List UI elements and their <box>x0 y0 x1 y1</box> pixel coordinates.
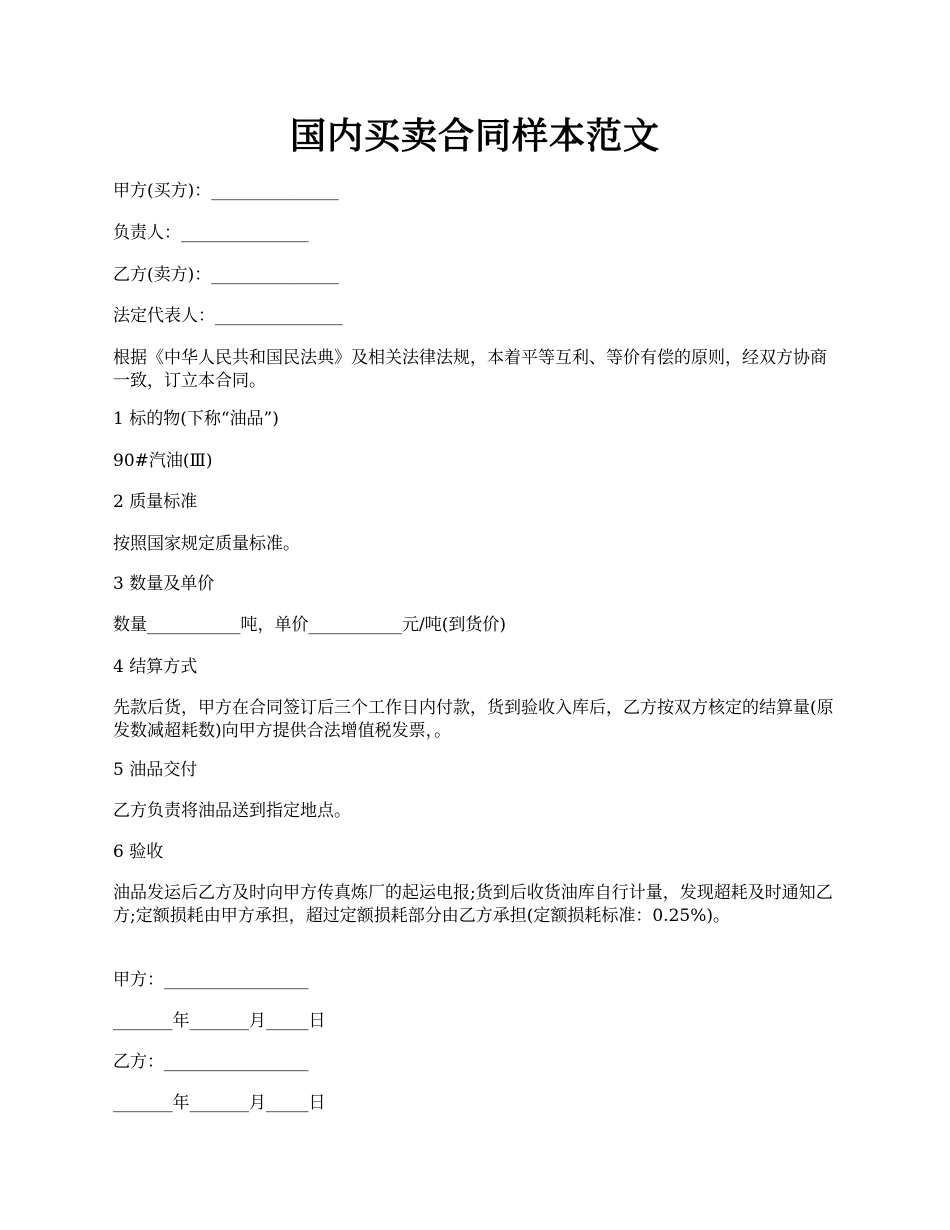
section-2-content: 按照国家规定质量标准。 <box>113 534 300 554</box>
responsible-person-line: 负责人：_______________ <box>113 223 309 243</box>
document-title: 国内买卖合同样本范文 <box>289 115 660 157</box>
preamble-paragraph: 根据《中华人民共和国民法典》及相关法律法规，本着平等互利、等价有偿的原则，经双方协商一致，订立本合同。 <box>113 348 827 391</box>
section-5-content: 乙方负责将油品送到指定地点。 <box>113 801 351 821</box>
section-6-heading: 6 验收 <box>113 842 164 862</box>
section-1-content: 90#汽油(Ⅲ) <box>113 451 213 471</box>
party-a-date-line: _______年_______月_____日 <box>113 1011 326 1031</box>
section-5-heading: 5 油品交付 <box>113 760 198 780</box>
party-b-signature-line: 乙方：_________________ <box>113 1052 309 1072</box>
legal-representative-line: 法定代表人：_______________ <box>113 306 343 326</box>
party-a-signature-line: 甲方：_________________ <box>113 970 309 990</box>
party-b-date-line: _______年_______月_____日 <box>113 1093 326 1113</box>
section-4-heading: 4 结算方式 <box>113 657 198 677</box>
section-3-content: 数量___________吨，单价___________元/吨(到货价) <box>113 615 506 635</box>
section-6-content: 油品发运后乙方及时向甲方传真炼厂的起运电报;货到后收货油库自行计量，发现超耗及时通知乙方;定额损耗由甲方承担，超过定额损耗部分由乙方承担(定额损耗标准：0.25%)。 <box>113 883 833 926</box>
party-a-buyer-line: 甲方(买方)：_______________ <box>113 181 339 201</box>
section-3-heading: 3 数量及单价 <box>113 574 215 594</box>
section-1-heading: 1 标的物(下称“油品”) <box>113 409 279 429</box>
section-2-heading: 2 质量标准 <box>113 492 198 512</box>
section-4-content: 先款后货，甲方在合同签订后三个工作日内付款，货到验收入库后，乙方按双方核定的结算量(原发数减超耗数)向甲方提供合法增值税发票，。 <box>113 698 834 741</box>
party-b-seller-line: 乙方(卖方)：_______________ <box>113 265 339 285</box>
